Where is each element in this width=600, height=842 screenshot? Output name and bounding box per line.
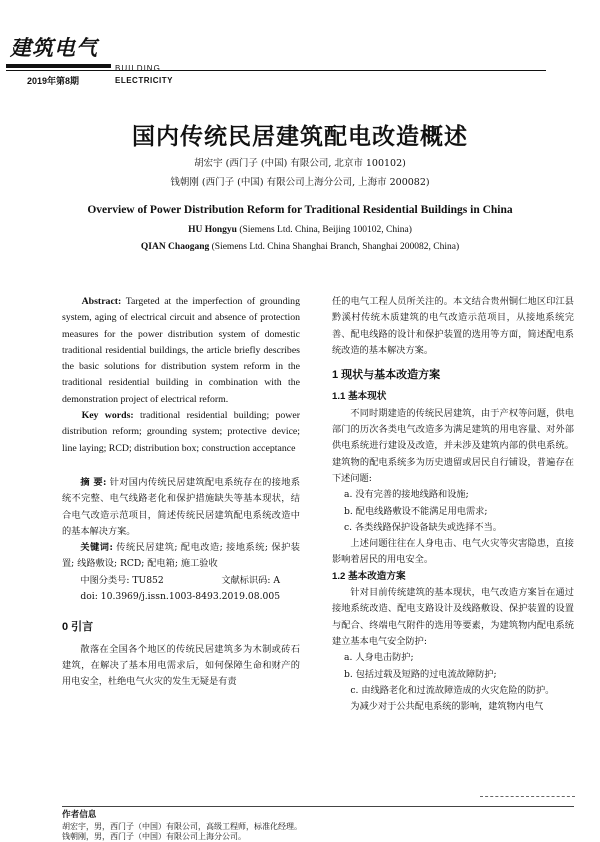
abstract-en-text: Targeted at the imperfection of grounding system, aging of electrical circuit and absence of protection measures for the power distribution system of domestic traditional residential buildings, the article briefly describes the basic solutions for distribution system reform in the traditional residential building in combination with the demonstration project of electrical reform. [62,296,300,405]
footer-author-1: 胡宏宇，男，西门子（中国）有限公司，高级工程师，标准化经理。 [62,822,302,831]
right-paragraph-1: 任的电气工程人员所关注的。本文结合贵州铜仁地区印江县黔溪村传统木质建筑的电气改造示范项目，从接地系统完善、配电线路的设计和保护装置的选用等方面，简述配电系统改造的基本解决方案。 [332,296,574,356]
issue-label: 2019年第8期 [27,76,80,86]
journal-en-line1: BUILDING [115,64,161,73]
paper-title-cn: 国内传统民居建筑配电改造概述 [132,123,468,150]
classification-row [62,573,300,589]
subsection-heading-1-2: 1.2 基本改造方案 [332,570,406,582]
author-en-1-name: HU Hongyu [188,225,237,235]
right-paragraph-5: c. 由线路老化和过流故障造成的火灾危险的防护。 [350,684,555,696]
keywords-cn-text: 传统民居建筑; 配电改造; 接地系统; 保护装置; 线路敷设; RCD; 配电箱; 施工验收 [62,542,300,570]
list-item: a. 没有完善的接地线路和设施; [344,489,469,501]
keywords-cn [62,540,300,573]
author-en-1-affil: (Siemens Ltd. China, Beijing 100102, China) [239,225,412,235]
header-rule [6,70,546,71]
right-column [332,294,574,715]
list-item: b. 包括过载及短路的过电流故障防护; [344,668,497,680]
footer-author-2: 钱朝刚，男，西门子（中国）有限公司上海分公司。 [62,832,246,841]
list-item: c. 各类线路保护设备缺失或选择不当。 [344,521,502,533]
journal-en-line2: ELECTRICITY [115,76,173,85]
author-en-1 [0,225,600,235]
author-cn-1: 胡宏宇 (西门子 (中国) 有限公司, 北京市 100102) [194,158,406,169]
abstract-en-label: Abstract: [81,296,122,307]
document-code: 文献标识码: A [221,574,280,586]
intro-paragraph: 散落在全国各个地区的传统民居建筑多为木制或砖石建筑，在解决了基本用电需求后，如何保障生命和财产的用电安全，杜绝电气火灾的发生无疑是有责 [62,643,300,688]
abstract-cn [62,475,300,540]
list-item: a. 人身电击防护; [344,652,414,664]
section-heading-intro: 0 引言 [62,621,94,634]
doi: doi: 10.3969/j.issn.1003-8493.2019.08.005 [80,591,281,603]
footer-label: 作者信息 [62,810,97,820]
keywords-en-text: traditional residential building; power distribution reform; grounding system; protective device; line laying; RCD; distribution box; construction acceptance [62,410,300,454]
journal-logo: 建筑电气 [10,35,98,60]
left-column [62,294,300,691]
subsection-heading-1-1: 1.1 基本现状 [332,391,387,403]
paper-title-en: Overview of Power Distribution Reform for Traditional Residential Buildings in China [87,204,513,216]
keywords-en [62,408,300,457]
author-en-2 [0,242,600,252]
abstract-en [62,294,300,408]
keywords-cn-label: 关键词: [80,542,113,554]
abstract-cn-label: 摘 要: [80,476,107,488]
right-paragraph-3: 上述问题往往在人身电击、电气火灾等灾害隐患，直接影响着居民的用电安全。 [332,538,574,566]
author-en-2-affil: (Siemens Ltd. China Shanghai Branch, Shanghai 200082, China) [211,242,460,252]
list-item: b. 配电线路敷设不能满足用电需求; [344,505,488,517]
footer-rule [62,806,574,807]
author-en-2-name: QIAN Chaogang [140,242,210,252]
keywords-en-label: Key words: [81,410,134,422]
right-paragraph-4: 针对目前传统建筑的基本现状，电气改造方案旨在通过接地系统改造、配电支路设计及线路敷设、保护装置的设置与配合、终端电气附件的选用等要素，为建筑物内配电系统建立基本电气安全防护: [332,587,574,647]
right-paragraph-6: 为减少对于公共配电系统的影响，建筑物内电气 [350,701,544,713]
header-bar [6,64,111,68]
abstract-cn-text: 针对国内传统民居建筑配电系统存在的接地系统不完整、电气线路老化和保护措施缺失等基本现状，结合电气改造示范项目，简述传统民居建筑配电系统改造中的基本解决方案。 [62,476,301,537]
author-cn-2: 钱朝刚 (西门子 (中国) 有限公司上海分公司, 上海市 200082) [170,177,430,188]
right-paragraph-2: 不同时期建造的传统民居建筑，由于产权等问题，供电部门的历次各类电气改造多为满足建筑的用电容量、对外部供电系统进行建设及改造，并未涉及建筑内部的供电系统。建筑物的配电系统多为历史遗留或居民自行铺设，普遍存在下述问题: [332,407,574,484]
continuation-rule [480,796,575,798]
section-heading-1: 1 现状与基本改造方案 [332,369,441,382]
clc-number: 中图分类号: TU852 [80,574,164,586]
